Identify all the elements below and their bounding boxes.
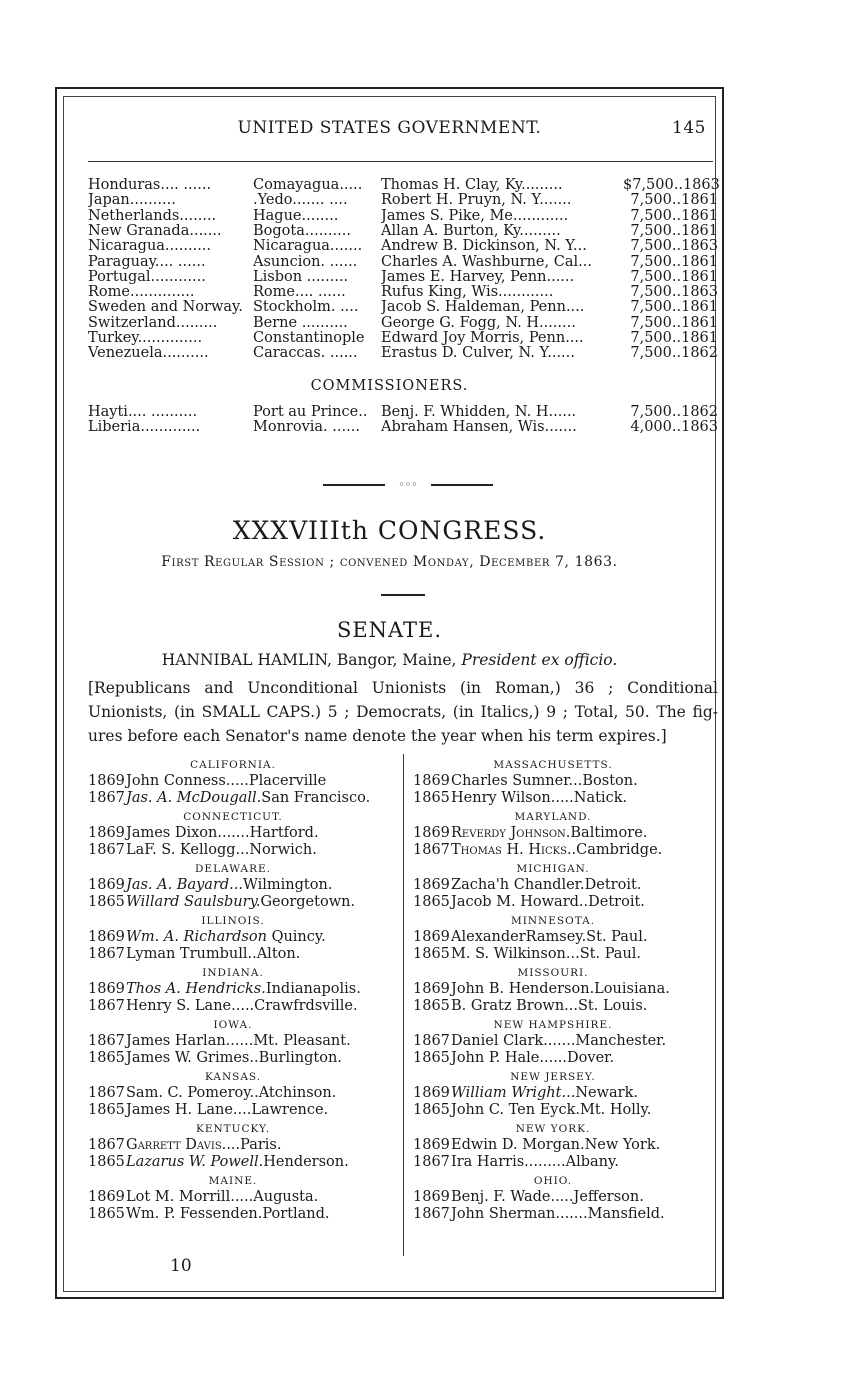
senator-name: James W. Grimes..Burlington. (126, 1050, 342, 1066)
term-year: 1865 (88, 1050, 125, 1066)
minister-cell: Thomas H. Clay, Ky......... (381, 177, 563, 193)
page-number: 145 (672, 118, 706, 138)
term-year: 1869 (88, 981, 125, 997)
state-heading: NEW HAMPSHIRE. (493, 1019, 613, 1031)
term-year: 1869 (413, 825, 450, 841)
term-year: 1867 (88, 946, 125, 962)
senator-name: Wm. A. Richardson (126, 929, 272, 945)
minister-cell: Abraham Hansen, Wis....... (381, 419, 577, 436)
ornament-center: ◦◦◦ (385, 480, 431, 490)
term-year: 1869 (88, 773, 125, 789)
term-year: 1867 (413, 1033, 450, 1049)
country-cell: Hayti.... .......... (88, 404, 198, 420)
party-note (88, 676, 718, 748)
capital-cell: Asuncion. ...... (253, 253, 358, 270)
senator-name: LaF. S. Kellogg...Norwich. (126, 842, 317, 858)
president-name: HANNIBAL HAMLIN, Bangor, Maine, (161, 651, 462, 669)
term-year: 1865 (413, 946, 450, 962)
senator-name: Henry Wilson.....Natick. (451, 790, 628, 806)
country-cell: Paraguay.... ...... (88, 253, 206, 270)
state-heading: MASSACHUSETTS. (493, 759, 613, 771)
country-cell: Liberia............. (88, 419, 201, 436)
senator-entry (413, 842, 662, 859)
capital-cell: .Yedo....... .... (253, 192, 348, 209)
minister-cell: Erastus D. Culver, N. Y...... (381, 345, 575, 362)
senator-entry (413, 946, 641, 963)
capital-cell: Hague........ (253, 207, 339, 224)
senator-entry (413, 981, 670, 998)
term-year: 1865 (413, 1050, 450, 1066)
senator-entry (413, 1206, 665, 1223)
state-heading: MICHIGAN. (516, 863, 590, 875)
capital-cell: Berne .......... (253, 314, 348, 331)
senator-entry (88, 929, 326, 946)
minister-cell: Charles A. Washburne, Cal... (381, 253, 592, 270)
state-heading: INDIANA. (202, 967, 264, 979)
salary-cell: 7,500..1861 (630, 299, 718, 316)
country-cell: Sweden and Norway. (88, 299, 243, 316)
term-year: 1865 (88, 894, 125, 910)
country-cell: Rome.............. (88, 284, 195, 301)
senator-entry (88, 894, 355, 911)
country-cell: Nicaragua.......... (88, 238, 212, 255)
senator-name: James H. Lane....Lawrence. (126, 1102, 329, 1118)
senator-name: John Conness.....Placerville (126, 773, 327, 789)
senator-entry (88, 1102, 328, 1119)
term-year: 1865 (413, 894, 450, 910)
senator-entry (88, 1189, 318, 1206)
senator-entry (88, 1050, 342, 1067)
capital-cell: Bogota.......... (253, 222, 351, 239)
term-year: 1865 (413, 1102, 450, 1118)
minister-cell: James E. Harvey, Penn...... (381, 268, 575, 285)
capital-cell: Stockholm. .... (253, 299, 359, 316)
senator-entry (413, 1154, 619, 1171)
senator-residence: Henderson. (263, 1154, 349, 1170)
senator-name: James Harlan......Mt. Pleasant. (126, 1033, 351, 1049)
state-heading: MINNESOTA. (510, 915, 596, 927)
senator-entry (88, 842, 317, 859)
senator-name: Willard Saulsbury. (126, 894, 261, 910)
president-role: President ex officio. (461, 651, 618, 669)
capital-cell: Monrovia. ...... (253, 419, 360, 436)
salary-cell: $7,500..1863 (623, 177, 720, 193)
state-heading: MARYLAND. (514, 811, 592, 823)
term-year: 1867 (88, 1137, 125, 1153)
senator-residence: San Francisco. (261, 790, 371, 806)
session-line: First Regular Session ; convened Monday, December 7, 1863. (161, 554, 618, 570)
salary-cell: 7,500..1861 (630, 253, 718, 270)
term-year: 1865 (413, 790, 450, 806)
senator-name: John P. Hale......Dover. (451, 1050, 615, 1066)
country-cell: Japan.......... (88, 192, 176, 209)
salary-cell: 7,500..1861 (630, 268, 718, 285)
term-year: 1867 (88, 1033, 125, 1049)
congress-title: XXXVIIIth CONGRESS. (232, 516, 547, 545)
senator-entry (88, 1206, 330, 1223)
country-cell: Venezuela.......... (88, 345, 209, 362)
state-heading: OHIO. (533, 1175, 573, 1187)
senator-entry (88, 998, 358, 1015)
state-heading: DELAWARE. (195, 863, 271, 875)
term-year: 1867 (413, 842, 450, 858)
signature-mark: 10 (170, 1256, 192, 1276)
capital-cell: Comayagua..... (253, 177, 363, 193)
salary-cell: 4,000..1863 (630, 419, 718, 436)
senator-residence: Georgetown. (260, 894, 356, 910)
term-year: 1867 (413, 1206, 450, 1222)
party-note-line: Unionists, (in SMALL CAPS.) 5 ; Democrats, (in Italics,) 9 ; Total, 50. The fig- (88, 703, 718, 721)
senator-entry (88, 946, 300, 963)
senator-name: Henry S. Lane.....Crawfrdsville. (126, 998, 358, 1014)
state-heading: CALIFORNIA. (190, 759, 276, 771)
senator-entry (88, 877, 332, 894)
term-year: 1865 (88, 1154, 125, 1170)
salary-cell: 7,500..1862 (630, 345, 718, 362)
country-cell: Honduras.... ...... (88, 177, 212, 193)
state-heading: MISSOURI. (517, 967, 589, 979)
senate-president (63, 651, 716, 669)
senator-entry (88, 773, 326, 790)
capital-cell: Rome.... ...... (253, 284, 346, 301)
minister-cell: Allan A. Burton, Ky......... (381, 222, 561, 239)
senator-entry (413, 1033, 666, 1050)
term-year: 1865 (88, 1206, 125, 1222)
senator-name: William Wright... (451, 1085, 576, 1101)
salary-cell: 7,500..1861 (630, 222, 718, 239)
senator-entry (413, 1085, 638, 1102)
minister-cell: Robert H. Pruyn, N. Y....... (381, 192, 572, 209)
senator-entry (413, 773, 638, 790)
commissioners-heading: COMMISSIONERS. (310, 378, 469, 394)
capital-cell: Nicaragua....... (253, 238, 363, 255)
term-year: 1869 (88, 825, 125, 841)
term-year: 1869 (88, 1189, 125, 1205)
term-year: 1869 (413, 981, 450, 997)
state-heading: NEW YORK. (515, 1123, 591, 1135)
senator-name: John B. Henderson.Louisiana. (451, 981, 670, 997)
minister-cell: George G. Fogg, N. H........ (381, 314, 576, 331)
capital-cell: Caraccas. ...... (253, 345, 358, 362)
term-year: 1865 (88, 1102, 125, 1118)
minister-cell: Benj. F. Whidden, N. H...... (381, 404, 577, 420)
senator-residence: Wilmington. (242, 877, 333, 893)
senator-name: Charles Sumner...Boston. (451, 773, 638, 789)
senator-name: Thos A. Hendricks. (126, 981, 266, 997)
senator-entry (413, 1189, 644, 1206)
minister-cell: Rufus King, Wis............ (381, 284, 554, 301)
senator-entry (88, 1137, 281, 1154)
senator-name: Wm. P. Fessenden.Portland. (126, 1206, 330, 1222)
senator-name: Ira Harris.........Albany. (451, 1154, 619, 1170)
senator-name: Jacob M. Howard..Detroit. (451, 894, 645, 910)
senator-name: AlexanderRamsey.St. Paul. (451, 929, 648, 945)
salary-cell: 7,500..1861 (630, 207, 718, 224)
term-year: 1869 (413, 1137, 450, 1153)
senator-name: John C. Ten Eyck.Mt. Holly. (451, 1102, 652, 1118)
senator-name: Lazarus W. Powell. (126, 1154, 264, 1170)
country-cell: Switzerland......... (88, 314, 218, 331)
salary-cell: 7,500..1861 (630, 314, 718, 331)
minister-cell: James S. Pike, Me............ (381, 207, 569, 224)
salary-cell: 7,500..1861 (630, 330, 718, 346)
salary-cell: 7,500..1863 (630, 238, 718, 255)
senator-residence: Cambridge. (576, 842, 663, 858)
senator-entry (413, 1137, 660, 1154)
term-year: 1865 (413, 998, 450, 1014)
senator-name: James Dixon.......Hartford. (126, 825, 319, 841)
capital-cell: Lisbon ......... (253, 268, 349, 285)
running-title: UNITED STATES GOVERNMENT. (237, 118, 542, 138)
minister-cell: Jacob S. Haldeman, Penn.... (381, 299, 585, 316)
senator-residence: Newark. (575, 1085, 638, 1101)
minister-cell: Edward Joy Morris, Penn.... (381, 330, 584, 346)
state-heading: KENTUCKY. (195, 1123, 271, 1135)
term-year: 1867 (88, 790, 125, 806)
term-year: 1867 (88, 1085, 125, 1101)
senator-name: Lot M. Morrill.....Augusta. (126, 1189, 319, 1205)
term-year: 1867 (88, 998, 125, 1014)
term-year: 1869 (413, 1085, 450, 1101)
term-year: 1869 (413, 877, 450, 893)
senator-residence: Baltimore. (570, 825, 648, 841)
senator-name: M. S. Wilkinson...St. Paul. (451, 946, 642, 962)
senator-entry (413, 998, 647, 1015)
term-year: 1869 (413, 1189, 450, 1205)
state-heading: NEW JERSEY. (510, 1071, 596, 1083)
country-cell: Netherlands........ (88, 207, 217, 224)
senator-entry (413, 894, 645, 911)
term-year: 1869 (413, 773, 450, 789)
senator-name: Reverdy Johnson. (451, 825, 571, 841)
senator-residence: Quincy. (271, 929, 326, 945)
capital-cell: Constantinople (253, 330, 365, 346)
senator-entry (88, 1085, 336, 1102)
senator-entry (88, 790, 370, 807)
country-cell: New Granada....... (88, 222, 222, 239)
header-rule (88, 161, 713, 162)
senator-name: Lyman Trumbull..Alton. (126, 946, 301, 962)
senator-entry (413, 1102, 651, 1119)
senator-residence: Indianapolis. (265, 981, 361, 997)
senator-name: Jas. A. McDougall. (126, 790, 262, 806)
senator-name: Jas. A. Bayard... (126, 877, 243, 893)
senator-entry (88, 981, 361, 998)
senator-name: Edwin D. Morgan.New York. (451, 1137, 661, 1153)
salary-cell: 7,500..1863 (630, 284, 718, 301)
state-heading: KANSAS. (204, 1071, 262, 1083)
term-year: 1867 (88, 842, 125, 858)
term-year: 1869 (88, 877, 125, 893)
senator-entry (413, 825, 647, 842)
short-rule (381, 594, 425, 596)
senator-entry (413, 929, 648, 946)
senator-residence: Paris. (240, 1137, 282, 1153)
senator-entry (413, 877, 641, 894)
salary-cell: 7,500..1861 (630, 192, 718, 209)
senator-name: Thomas H. Hicks.. (451, 842, 577, 858)
country-cell: Portugal............ (88, 268, 206, 285)
senator-name: John Sherman.......Mansfield. (451, 1206, 665, 1222)
party-note-line: ures before each Senator's name denote the year when his term expires.] (88, 727, 667, 745)
state-heading: ILLINOIS. (201, 915, 265, 927)
senator-name: Daniel Clark.......Manchester. (451, 1033, 667, 1049)
senator-name: Sam. C. Pomeroy..Atchinson. (126, 1085, 337, 1101)
senator-entry (413, 790, 627, 807)
senator-entry (88, 1033, 351, 1050)
senator-name: Garrett Davis.... (126, 1137, 241, 1153)
senator-entry (88, 1154, 349, 1171)
country-cell: Turkey.............. (88, 330, 203, 346)
ornament-rule (323, 478, 493, 491)
state-heading: CONNECTICUT. (183, 811, 283, 823)
senator-entry (88, 825, 319, 842)
capital-cell: Port au Prince.. (253, 404, 368, 420)
salary-cell: 7,500..1862 (630, 404, 718, 420)
minister-cell: Andrew B. Dickinson, N. Y... (381, 238, 587, 255)
senator-name: Zacha'h Chandler.Detroit. (451, 877, 642, 893)
senate-title: SENATE. (336, 618, 443, 642)
state-heading: IOWA. (213, 1019, 253, 1031)
state-heading: MAINE. (208, 1175, 258, 1187)
party-note-line: [Republicans and Unconditional Unionists (in Roman,) 36 ; Conditional (88, 679, 718, 697)
senator-entry (413, 1050, 614, 1067)
term-year: 1869 (88, 929, 125, 945)
term-year: 1867 (413, 1154, 450, 1170)
senator-name: Benj. F. Wade.....Jefferson. (451, 1189, 644, 1205)
senator-name: B. Gratz Brown...St. Louis. (451, 998, 648, 1014)
term-year: 1869 (413, 929, 450, 945)
